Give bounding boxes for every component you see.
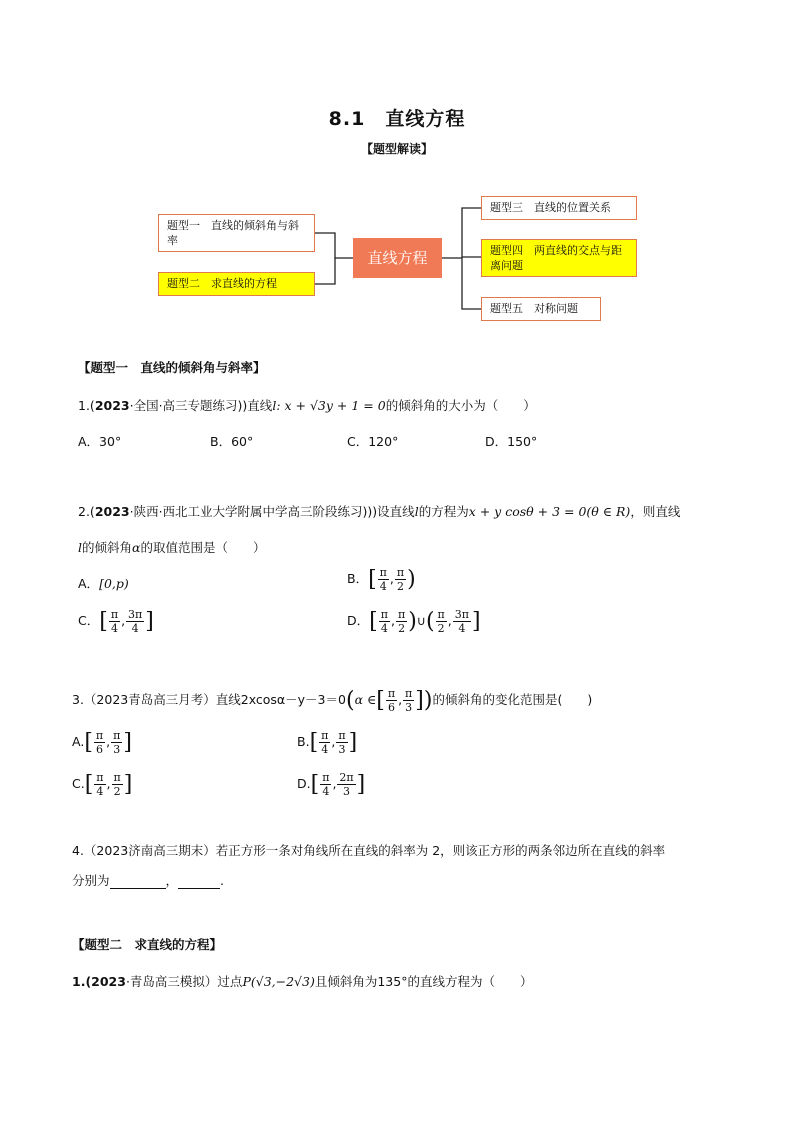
mindmap-node-type3 xyxy=(481,196,637,220)
answer-blank-2[interactable] xyxy=(178,876,220,889)
option-a: A．[0,p) xyxy=(78,576,129,591)
option-b: B．60° xyxy=(210,434,254,449)
page-title: 8.1 直线方程 xyxy=(328,108,466,130)
option-c: C．[ $\frac{\pi}{4}$ , $\frac{3\pi}{4}$ ] xyxy=(78,608,154,635)
mindmap-node-label: 题型二 求直线的方程 xyxy=(167,277,277,290)
page-subtitle: 【题型解读】 xyxy=(360,142,433,156)
mindmap-node-label: 题型三 直线的位置关系 xyxy=(490,201,611,214)
mindmap-connectors xyxy=(0,0,794,340)
section-heading-2: 【题型二 求直线的方程】 xyxy=(72,937,223,952)
mindmap-node-type4 xyxy=(481,239,637,277)
mindmap-node-label: 题型五 对称问题 xyxy=(490,302,578,315)
question-1-3: 3.（2023青岛高三月考）直线2xcosα－y－3＝0(α ∈[ $\frac{\pi}{6}$ , $\frac{\pi}{3}$ ])的倾斜角的变化范围是( ) xyxy=(72,687,593,714)
mindmap-node-type2 xyxy=(158,272,315,296)
question-2-1: 1.(2023·青岛高三模拟）过点P(√3,−2√3)且倾斜角为135°的直线方程为（ ） xyxy=(72,974,533,989)
question-1-1: 1.(2023·全国·高三专题练习))直线l: x + √3y + 1 = 0的倾斜角的大小为（ ） xyxy=(78,398,536,413)
option-a: A．30° xyxy=(78,434,122,449)
connector-left-1 xyxy=(315,233,353,258)
mindmap-node-type1 xyxy=(158,214,315,252)
option-d: D．150° xyxy=(485,434,538,449)
option-b: B．[ $\frac{\pi}{4}$ , $\frac{\pi}{2}$ ) xyxy=(347,566,416,593)
mindmap-node-type5 xyxy=(481,297,601,321)
question-1-4-line2: 分别为 ， . xyxy=(72,873,225,888)
option-d: D．[ $\frac{\pi}{4}$ , $\frac{\pi}{2}$ )∪( $\frac{\pi}{2}$ , $\frac{3\pi}{4}$ ] xyxy=(347,608,481,635)
connector-right-spine xyxy=(462,208,481,309)
mindmap-node-label: 题型一 直线的倾斜角与斜率 xyxy=(167,219,299,247)
option-d: D.[ $\frac{\pi}{4}$ , $\frac{2\pi}{3}$ ] xyxy=(297,771,366,798)
option-c: C．120° xyxy=(347,434,399,449)
answer-blank-1[interactable] xyxy=(110,876,166,889)
question-1-2-line2: l的倾斜角α的取值范围是（ ） xyxy=(78,540,266,555)
connector-left-2 xyxy=(315,258,335,284)
mindmap-center-node: 直线方程 xyxy=(353,238,442,278)
question-1-2: 2.(2023·陕西·西北工业大学附属中学高三阶段练习)))设直线l的方程为x + y cosθ + 3 = 0(θ ∈ R)，则直线 xyxy=(78,504,681,519)
mindmap-node-label: 题型四 两直线的交点与距离问题 xyxy=(490,244,622,272)
option-a: A.[ $\frac{\pi}{6}$ , $\frac{\pi}{3}$ ] xyxy=(72,729,132,756)
question-1-4: 4.（2023济南高三期末）若正方形一条对角线所在直线的斜率为 2，则该正方形的两条邻边所在直线的斜率 xyxy=(72,843,666,858)
option-c: C.[ $\frac{\pi}{4}$ , $\frac{\pi}{2}$ ] xyxy=(72,771,133,798)
section-heading-1: 【题型一 直线的倾斜角与斜率】 xyxy=(78,360,266,375)
option-b: B.[ $\frac{\pi}{4}$ , $\frac{\pi}{3}$ ] xyxy=(297,729,358,756)
